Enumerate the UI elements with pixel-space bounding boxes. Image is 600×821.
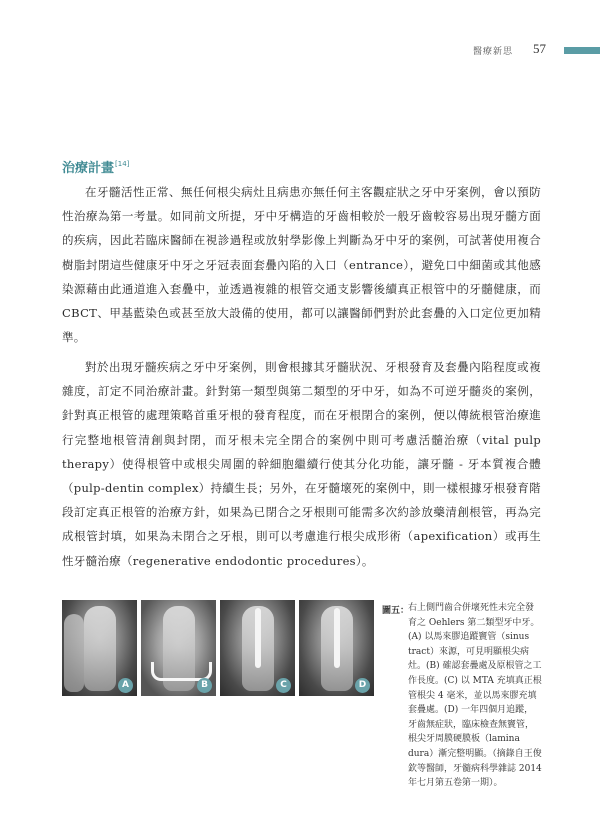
page-number: 57 [533, 41, 546, 56]
radiograph-c [220, 600, 295, 696]
section-heading-ref: [14] [115, 160, 130, 168]
panel-label-a: A [118, 678, 133, 693]
paragraph-2: 對於出現牙髓疾病之牙中牙案例，則會根據其牙髓狀況、牙根發育及套疊內陷程度或複雜度，訂定不同治療計畫。針對第一類型與第二類型的牙中牙，如為不可逆牙髓炎的案例，針對真正根管的處理策略首重牙根的發育程度，而在牙根閉合的案例，便以傳統根管治療進行完整地根管清創與封閉，而牙根未完全閉合的案例中則可考慮活髓治療（vital pulp therapy）使得根管中或根尖周圍的幹細胞繼續行使其分化功能，讓牙髓 - 牙本質複合體（pulp-dentin complex）持續生長；另外，在牙髓壞死的案例中，則一樣根據牙根發育階段訂定真正根管的治療方針，如果為已閉合之牙根則可能需多次約診放藥清創根管，再為完成根管封填，如果為未閉合之牙根，則可以考慮進行根尖成形術（apexification）或再生性牙髓治療（regenerative endodontic procedures）。 [62, 360, 541, 568]
header-accent-bar [564, 47, 600, 54]
tooth-image [84, 606, 116, 691]
section-heading-text: 治療計畫 [62, 161, 115, 176]
radiograph-b [141, 600, 216, 696]
panel-label-b: B [197, 678, 212, 693]
adjacent-tooth [64, 614, 84, 692]
panel-label-c: C [276, 678, 291, 693]
figure-caption: 右上側門齒合併壞死性未完全發育之 Oehlers 第二類型牙中牙。(A) 以馬來膠追蹤竇管（sinus tract）來源，可見明顯根尖病灶。(B) 確認套疊處及原根管之工作長度。(C) 以 MTA 充填真正根管根尖 4 毫米，並以馬來膠充填套疊處。(D) 一年四個月追蹤，牙齒無症狀，臨床檢查無竇管，根尖牙周膜硬膜板（lamina dura）漸完整明顯。（摘錄自王俊欽等醫師，牙髓病科學雜誌 2014 年七月第五卷第一期）。 [408, 603, 542, 789]
root-filling [255, 608, 261, 668]
paragraph-1: 在牙髓活性正常、無任何根尖病灶且病患亦無任何主客觀症狀之牙中牙案例，會以預防性治療為第一考量。如同前文所提，牙中牙構造的牙齒相較於一般牙齒較容易出現牙髓方面的疾病，因此若臨床醫師在視診過程或放射學影像上判斷為牙中牙的案例，可試著使用複合樹脂封閉這些健康牙中牙之牙冠表面套疊內陷的入口（entrance），避免口中細菌或其他感染源藉由此通道進入套疊中，並透過複雜的根管交通支影響後續真正根管中的牙髓健康，而CBCT、甲基藍染色或甚至放大設備的使用，都可以讓醫師們對於此套疊的入口定位更加精準。 [62, 185, 541, 345]
section-heading [62, 157, 129, 176]
page-header [400, 43, 600, 57]
header-label: 醫療新思 [472, 47, 513, 57]
radiograph-a [62, 600, 137, 696]
radiograph-d [299, 600, 374, 696]
panel-label-d: D [355, 678, 370, 693]
figure-label: 圖五： [382, 606, 410, 616]
figure-radiographs [62, 600, 374, 696]
root-filling [334, 608, 340, 668]
